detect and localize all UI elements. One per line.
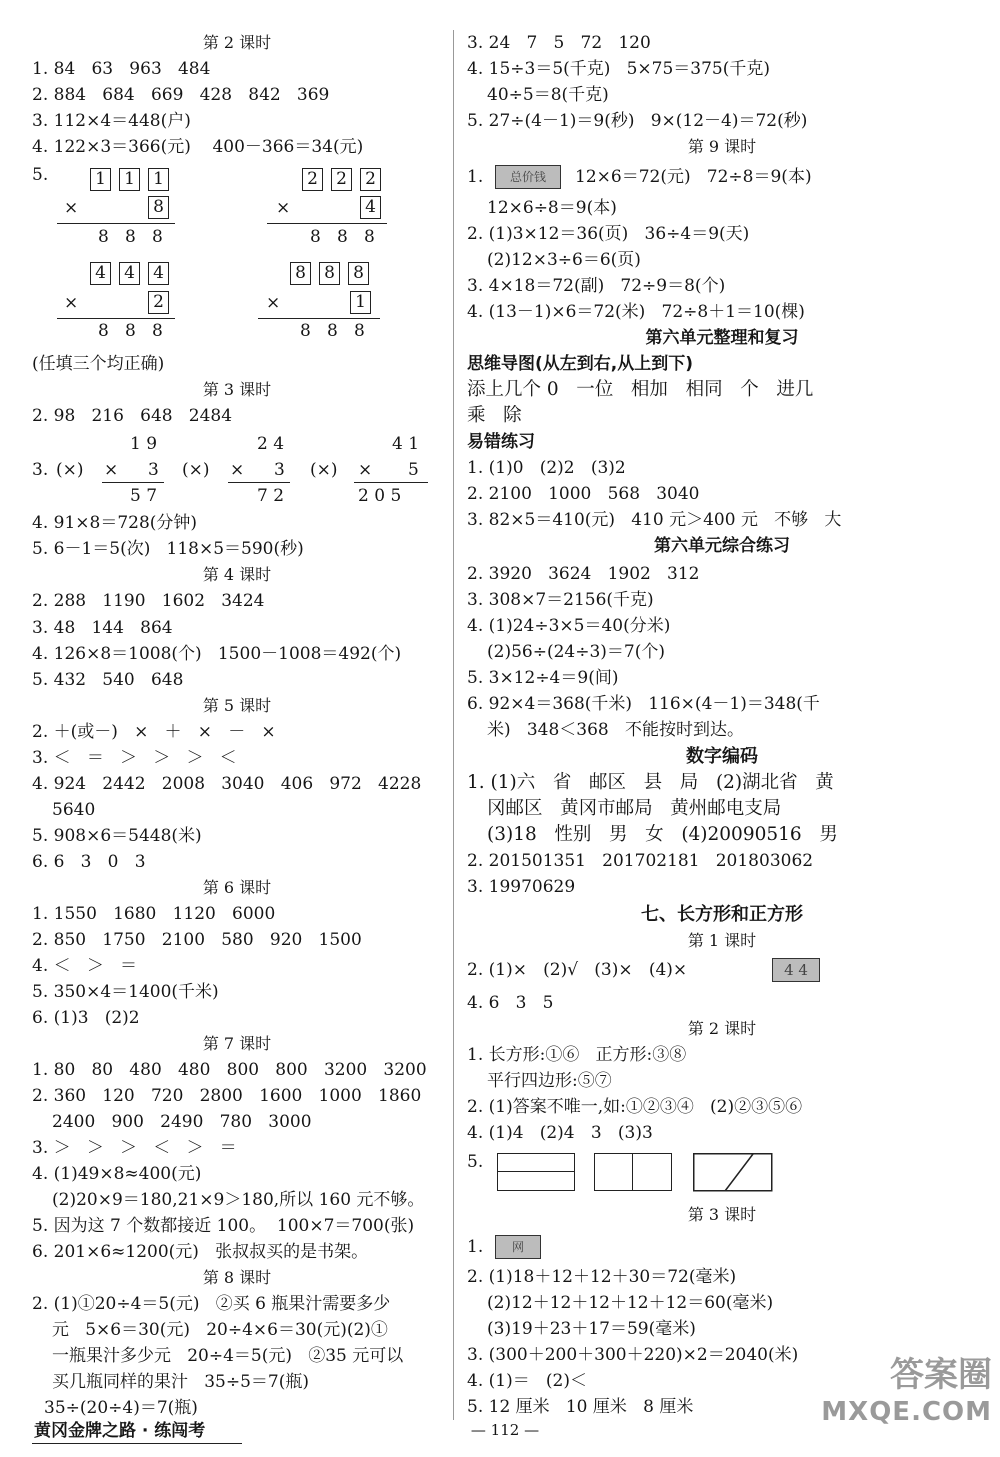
product: 2 0 5 [358, 486, 402, 506]
lesson-heading: 第 5 课时 [202, 696, 272, 715]
lesson-heading: 第 2 课时 [687, 1019, 757, 1038]
answer-line: 一瓶果汁多少元 20÷4＝5(元) ②35 元可以 [52, 1346, 404, 1366]
digit-box: 4 [360, 196, 381, 219]
question-number: 1. [467, 1237, 484, 1257]
answer-line: 乘 除 [467, 405, 522, 426]
answer-line: 添上几个 0 一位 相加 相同 个 进几 [467, 379, 814, 400]
product: 8 8 8 [98, 227, 163, 247]
question-number: 5. [32, 165, 49, 185]
section-heading: 第六单元整理和复习 [645, 328, 799, 348]
answer-line: 2. 360 120 720 2800 1600 1000 1860 [32, 1086, 422, 1106]
question-number: 5. [467, 1152, 484, 1172]
answer-line: 3. 4×18＝72(副) 72÷9＝8(个) [467, 276, 726, 296]
lesson-heading: 第 3 课时 [687, 1205, 757, 1224]
lesson-heading: 第 1 课时 [687, 931, 757, 950]
rule-line [57, 223, 175, 224]
multiplier: 3 [148, 460, 159, 480]
digit-box: 8 [319, 262, 340, 285]
answer-line: 4. 15÷3＝5(千克) 5×75＝375(千克) [467, 59, 771, 79]
answer-line: 4. 924 2442 2008 3040 406 972 4228 [32, 774, 422, 794]
rule-line [258, 318, 380, 319]
answer-line: 5. 908×6＝5448(米) [32, 826, 202, 846]
answer-line: 40÷5＝8(千克) [487, 85, 609, 105]
answer-line: 6. (1)3 (2)2 [32, 1008, 140, 1028]
digit-box: 2 [331, 168, 352, 191]
answer-line: 4. (1)24÷3×5＝40(分米) [467, 616, 671, 636]
answer-line: 1. 1550 1680 1120 6000 [32, 904, 276, 924]
answer-line: (2)12＋12＋12＋12＋12＝60(毫米) [487, 1293, 774, 1313]
digit-box: 4 [90, 262, 111, 285]
digit-box: 1 [148, 168, 169, 191]
answer-line: 5. 12 厘米 10 厘米 8 厘米 [467, 1397, 694, 1417]
lesson-heading: 第 2 课时 [202, 33, 272, 52]
subsection-label: 易错练习 [467, 432, 535, 452]
answer-line: 3. 308×7＝2156(千克) [467, 590, 654, 610]
answer-line: 2. (1)18＋12＋12＋30＝72(毫米) [467, 1267, 737, 1287]
times-sign: × [64, 293, 79, 313]
answer-line: 2. (1)3×12＝36(页) 36÷4＝9(天) [467, 224, 750, 244]
answer-line: 1. 80 80 480 480 800 800 3200 3200 [32, 1060, 427, 1080]
digit-box: 4 [148, 262, 169, 285]
rule-line [228, 482, 290, 483]
digit-box: 8 [290, 262, 311, 285]
section-heading: 数字编码 [686, 746, 758, 767]
answer-line: 5. 27÷(4－1)＝9(秒) 9×(12－4)＝72(秒) [467, 111, 808, 131]
answer-line: 4. ＜ ＞ ＝ [32, 956, 138, 976]
answer-line: 4. (1)＝ (2)＜ [467, 1371, 587, 1391]
answer-line: 6. 92×4＝368(千米) 116×(4－1)＝348(千 [467, 694, 820, 714]
rectangle-split-diagonal [693, 1153, 773, 1192]
answer-line: 2. 850 1750 2100 580 920 1500 [32, 930, 362, 950]
product: 5 7 [130, 486, 158, 506]
answer-line: 2. 884 684 669 428 842 369 [32, 85, 330, 105]
answer-line: 5. 3×12÷4＝9(间) [467, 668, 619, 688]
answer-line: 2. 98 216 648 2484 [32, 406, 233, 426]
subsection-label: 思维导图(从左到右,从上到下) [467, 354, 693, 374]
lesson-heading: 第 7 课时 [202, 1034, 272, 1053]
answer-line: 4. (1)4 (2)4 3 (3)3 [467, 1123, 653, 1143]
answer-line: (2)12×3÷6＝6(页) [487, 250, 641, 270]
column-divider [453, 30, 454, 1420]
digit-box: 2 [360, 168, 381, 191]
unit-heading: 七、长方形和正方形 [641, 904, 803, 925]
answer-line: 买几瓶同样的果汁 35÷5＝7(瓶) [52, 1372, 309, 1392]
digit-box: 1 [119, 168, 140, 191]
judgement-mark: (×) [310, 460, 338, 480]
answer-line: 4. (1)49×8≈400(元) [32, 1164, 202, 1184]
watermark [821, 1355, 992, 1429]
answer-line: 平行四边形:⑤⑦ [487, 1071, 612, 1091]
note: (任填三个均正确) [32, 354, 165, 374]
rectangle-split-horizontal [497, 1153, 575, 1191]
question-number: 3. [32, 460, 49, 480]
answer-line: 2. 201501351 201702181 201803062 [467, 851, 814, 871]
stamp-total-price: 总价钱 [495, 165, 561, 189]
question-number: 1. [467, 167, 484, 187]
times-sign: × [64, 198, 79, 218]
answer-line: 3. ＞ ＞ ＞ ＜ ＞ ＝ [32, 1138, 237, 1158]
judgement-mark: (×) [56, 460, 84, 480]
digit-box: 1 [350, 291, 371, 314]
answer-line: 3. 82×5＝410(元) 410 元＞400 元 不够 大 [467, 510, 842, 530]
answer-line: 6. 6 3 0 3 [32, 852, 146, 872]
answer-line: (2)20×9＝180,21×9＞180,所以 160 元不够。 [52, 1190, 425, 1210]
rule-line [354, 482, 428, 483]
answer-line: 元 5×6＝30(元) 20÷4×6＝30(元)(2)① [52, 1320, 388, 1340]
answer-line: 12×6＝72(元) 72÷8＝9(本) [575, 167, 812, 187]
answer-line: 3. 112×4＝448(户) [32, 111, 191, 131]
answer-line: 冈邮区 黄冈市邮局 黄州邮电支局 [487, 798, 782, 819]
product: 8 8 8 [300, 321, 365, 341]
times-sign: × [230, 460, 245, 480]
product: 7 2 [257, 486, 285, 506]
answer-line: 3. 48 144 864 [32, 618, 173, 638]
times-sign: × [276, 198, 291, 218]
answer-line: 米) 348＜368 不能按时到达。 [487, 720, 744, 740]
answer-line: 1. (1)0 (2)2 (3)2 [467, 458, 626, 478]
digit-box: 4 [119, 262, 140, 285]
digit-box: 2 [148, 291, 169, 314]
answer-line: 2. 288 1190 1602 3424 [32, 591, 265, 611]
multiplier: 3 [274, 460, 285, 480]
rule-line [57, 318, 175, 319]
book-title: 黄冈金牌之路 · 练闯考 [34, 1421, 206, 1441]
answer-line: 1. 84 63 963 484 [32, 59, 211, 79]
page-number: — 112 — [470, 1421, 540, 1439]
judgement-mark: (×) [182, 460, 210, 480]
answer-line: 5. 350×4＝1400(千米) [32, 982, 219, 1002]
answer-line: 4. (13－1)×6＝72(米) 72÷8＋1＝10(棵) [467, 302, 805, 322]
lesson-heading: 第 9 课时 [687, 137, 757, 156]
answer-line: 35÷(20÷4)＝7(瓶) [44, 1398, 198, 1418]
answer-line: 4. 122×3＝366(元) 400－366＝34(元) [32, 137, 364, 157]
answer-line: 3. 19970629 [467, 877, 576, 897]
answer-line: 4. 91×8＝728(分钟) [32, 513, 198, 533]
answer-line: 5. 432 540 648 [32, 670, 184, 690]
answer-line: (3)18 性别 男 女 (4)20090516 男 [487, 824, 838, 845]
watermark-logo: 答案圈 [890, 1355, 992, 1395]
rule-line [102, 482, 164, 483]
digit-box: 2 [302, 168, 323, 191]
answer-line: 2. (1)①20÷4＝5(元) ②买 6 瓶果汁需要多少 [32, 1294, 391, 1314]
answer-line: 2400 900 2490 780 3000 [52, 1112, 312, 1132]
answer-line: 1. (1)六 省 邮区 县 局 (2)湖北省 黄 [467, 772, 834, 793]
stamp-net: 网 [495, 1235, 541, 1259]
answer-line: 4. 126×8＝1008(个) 1500－1008＝492(个) [32, 644, 402, 664]
lesson-heading: 第 4 课时 [202, 565, 272, 584]
footer-rule [32, 1443, 242, 1444]
answer-line: 2. 3920 3624 1902 312 [467, 564, 700, 584]
lesson-heading: 第 8 课时 [202, 1268, 272, 1287]
rectangle-split-vertical [594, 1153, 672, 1191]
multiplier: 5 [408, 460, 419, 480]
answer-line: 2. (1)× (2)√ (3)× (4)× [467, 960, 688, 980]
product: 8 8 8 [98, 321, 163, 341]
answer-line: 2. 2100 1000 568 3040 [467, 484, 700, 504]
answer-line: 3. ＜ ＝ ＞ ＞ ＞ ＜ [32, 748, 237, 768]
multiplicand: 1 9 [130, 434, 158, 454]
times-sign: × [358, 460, 373, 480]
answer-line: 5640 [52, 800, 96, 820]
answer-line: 5. 6－1＝5(次) 118×5＝590(秒) [32, 539, 304, 559]
lesson-heading: 第 3 课时 [202, 380, 272, 399]
digit-box: 8 [348, 262, 369, 285]
multiplicand: 4 1 [392, 434, 420, 454]
answer-line: 2. ＋(或－) × ＋ × － × [32, 722, 276, 742]
answer-line: 12×6÷8＝9(本) [487, 198, 617, 218]
multiplicand: 2 4 [257, 434, 285, 454]
answer-line: (2)56÷(24÷3)＝7(个) [487, 642, 665, 662]
answer-line: 6. 201×6≈1200(元) 张叔叔买的是书架。 [32, 1242, 369, 1262]
digit-box: 1 [90, 168, 111, 191]
answer-line: 3. (300＋200＋300＋220)×2＝2040(米) [467, 1345, 799, 1365]
answer-line: 4. 6 3 5 [467, 993, 554, 1013]
answer-line: 5. 因为这 7 个数都接近 100。 100×7＝700(张) [32, 1216, 415, 1236]
rule-line [267, 223, 387, 224]
product: 8 8 8 [310, 227, 375, 247]
times-sign: × [266, 293, 281, 313]
section-heading: 第六单元综合练习 [654, 536, 790, 556]
lesson-heading: 第 6 课时 [202, 878, 272, 897]
answer-line: 3. 24 7 5 72 120 [467, 33, 651, 53]
times-sign: × [104, 460, 119, 480]
answer-line: 1. 长方形:①⑥ 正方形:③⑧ [467, 1045, 687, 1065]
answer-line: (3)19＋23＋17＝59(毫米) [487, 1319, 696, 1339]
watermark-url: MXQE.COM [821, 1397, 992, 1427]
stamp-answer: 4 4 [772, 958, 820, 982]
digit-box: 8 [148, 196, 169, 219]
answer-line: 2. (1)答案不唯一,如:①②③④ (2)②③⑤⑥ [467, 1097, 803, 1117]
